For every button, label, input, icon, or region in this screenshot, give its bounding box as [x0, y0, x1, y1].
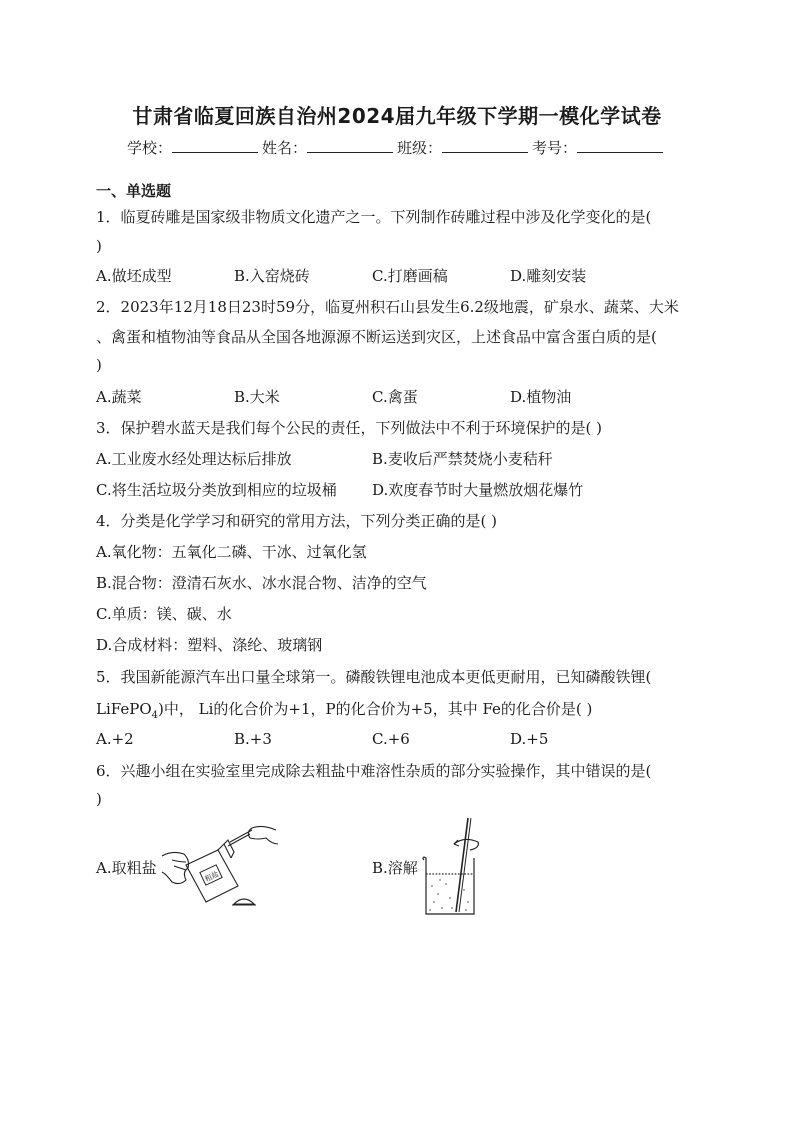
question-1-option-d: D.雕刻安装 [510, 267, 587, 285]
dissolve-illustration [420, 814, 482, 918]
page-title: 甘肃省临夏回族自治州2024届九年级下学期一模化学试卷 [132, 104, 662, 128]
question-1-option-b: B.入窑烧砖 [234, 267, 310, 285]
question-5-option-a: A.+2 [96, 730, 134, 748]
question-4-option-b: B.混合物：澄清石灰水、冰水混合物、洁净的空气 [96, 574, 427, 592]
question-3-option-d: D.欢度春节时大量燃放烟花爆竹 [372, 481, 584, 499]
question-6-stem-line-1: 6．兴趣小组在实验室里完成除去粗盐中难溶性杂质的部分实验操作，其中错误的是( [96, 762, 652, 780]
question-3-option-c: C.将生活垃圾分类放到相应的垃圾桶 [96, 481, 337, 499]
school-label: 学校： [126, 139, 172, 157]
question-5-stem-line-2 [96, 698, 592, 721]
formula-lifepo: LiFePO [96, 700, 152, 718]
question-2-option-a: A.蔬菜 [96, 388, 142, 406]
take-salt-illustration [158, 820, 280, 912]
question-5-stem-line-1: 5．我国新能源汽车出口量全球第一。磷酸铁锂电池成本更低更耐用，已知磷酸铁锂( [96, 668, 652, 686]
question-2-option-d: D.植物油 [510, 388, 572, 406]
question-4-option-d: D.合成材料：塑料、涤纶、玻璃钢 [96, 636, 323, 654]
question-2-option-c: C.禽蛋 [372, 388, 418, 406]
question-2-option-b: B.大米 [234, 388, 280, 406]
question-3-option-a: A.工业废水经处理达标后排放 [96, 450, 292, 468]
school-blank[interactable] [172, 138, 258, 153]
question-2-stem-line-1: 2．2023年12月18日23时59分，临夏州积石山县发生6.2级地震，矿泉水、蔬菜、大米 [96, 298, 679, 316]
bottle-label-text: 粗盐 [203, 870, 220, 884]
question-6-option-b: B.溶解 [372, 859, 418, 877]
question-5-option-b: B.+3 [234, 730, 272, 748]
question-2-stem-line-3: ) [96, 356, 102, 374]
question-5-stem-rest: )中， Li的化合价为+1，P的化合价为+5，其中 Fe的化合价是( ) [158, 700, 593, 718]
question-6-stem-line-2: ) [96, 790, 102, 808]
question-2-stem-line-2: 、禽蛋和植物油等食品从全国各地源源不断运送到灾区，上述食品中富含蛋白质的是( [96, 328, 657, 346]
name-label: 姓名： [261, 139, 307, 157]
question-1-stem-line-2: ) [96, 237, 102, 255]
formula-subscript: 4 [151, 710, 158, 721]
question-4-stem: 4．分类是化学学习和研究的常用方法，下列分类正确的是( ) [96, 512, 498, 530]
student-info-row [0, 137, 794, 158]
question-6-option-a: A.取粗盐 [96, 859, 157, 877]
question-3-stem: 3．保护碧水蓝天是我们每个公民的责任，下列做法中不利于环境保护的是( ) [96, 419, 603, 437]
exam-number-blank[interactable] [577, 138, 663, 153]
question-1-option-c: C.打磨画稿 [372, 267, 448, 285]
question-5-option-c: C.+6 [372, 730, 410, 748]
question-1-stem-line-1: 1．临夏砖雕是国家级非物质文化遗产之一。下列制作砖雕过程中涉及化学变化的是( [96, 208, 652, 226]
question-3-option-b: B.麦收后严禁焚烧小麦秸秆 [372, 450, 553, 468]
question-1-option-a: A.做坯成型 [96, 267, 172, 285]
class-blank[interactable] [442, 138, 528, 153]
section-heading: 一、单选题 [96, 182, 172, 200]
exam-number-label: 考号： [532, 139, 578, 157]
question-4-option-a: A.氧化物：五氧化二磷、干冰、过氧化氢 [96, 543, 367, 561]
question-5-option-d: D.+5 [510, 730, 549, 748]
name-blank[interactable] [307, 138, 393, 153]
question-4-option-c: C.单质：镁、碳、水 [96, 605, 232, 623]
class-label: 班级： [397, 139, 443, 157]
